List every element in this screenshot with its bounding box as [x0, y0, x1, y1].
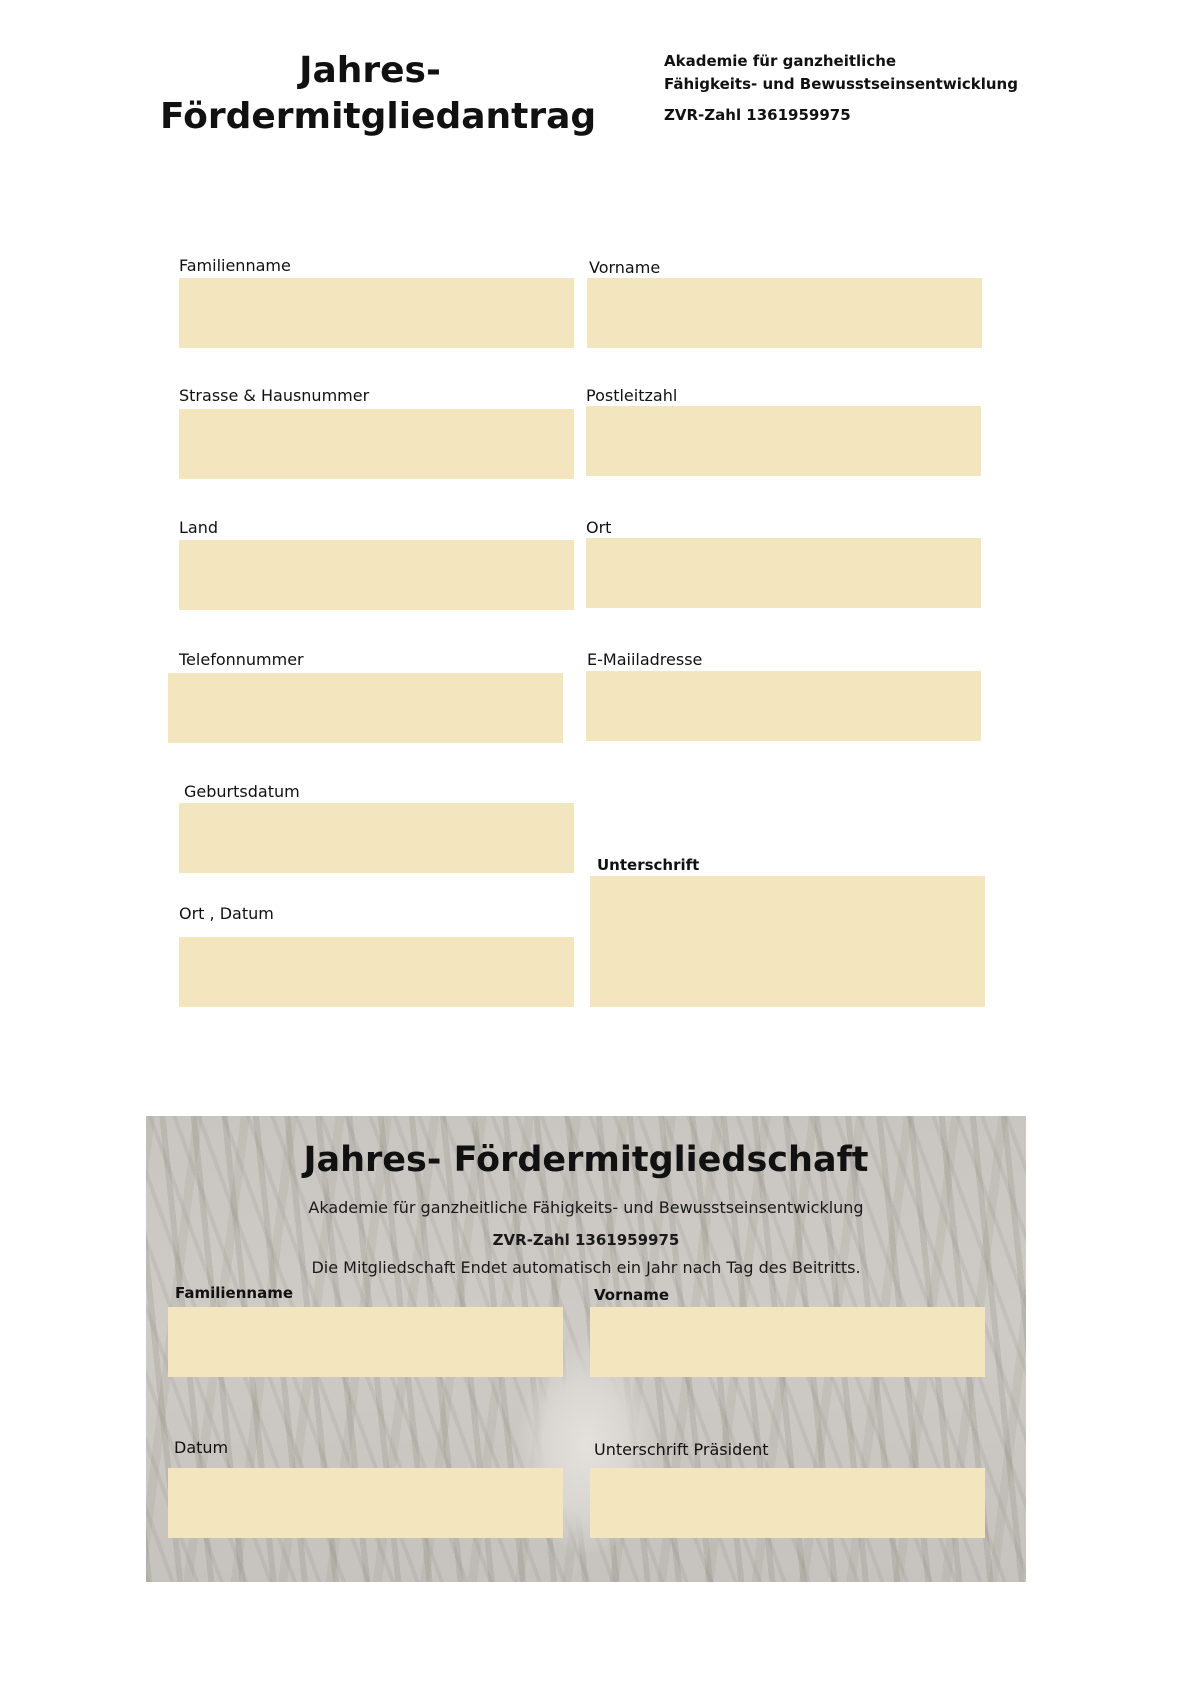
familienname-label: Familienname	[179, 256, 291, 275]
card-membership-note: Die Mitgliedschaft Endet automatisch ein Jahr nach Tag des Beitritts.	[311, 1258, 861, 1277]
ort-datum-label: Ort , Datum	[179, 904, 274, 923]
org-name-line2: Fähigkeits- und Bewusstseinsentwicklung	[664, 74, 1018, 93]
postleitzahl-label: Postleitzahl	[586, 386, 678, 405]
postleitzahl-field[interactable]	[586, 406, 981, 476]
familienname-field[interactable]	[179, 278, 574, 348]
card-org-name: Akademie für ganzheitliche Fähigkeits- und Bewusstseinsentwicklung	[308, 1198, 864, 1217]
email-label: E-Maiiladresse	[587, 650, 703, 669]
ort-field[interactable]	[586, 538, 981, 608]
card-familienname-field[interactable]	[168, 1307, 563, 1377]
ort-datum-field[interactable]	[179, 937, 574, 1007]
card-unterschrift-praesident-label: Unterschrift Präsident	[594, 1440, 769, 1459]
card-title: Jahres- Fördermitgliedschaft	[303, 1140, 869, 1180]
card-datum-field[interactable]	[168, 1468, 563, 1538]
card-vorname-label: Vorname	[594, 1286, 670, 1304]
strasse-label: Strasse & Hausnummer	[179, 386, 370, 405]
telefon-field[interactable]	[168, 673, 563, 743]
ort-label: Ort	[586, 518, 612, 537]
land-label: Land	[179, 518, 219, 537]
membership-card	[146, 1116, 1026, 1582]
unterschrift-label: Unterschrift	[597, 856, 700, 874]
org-name-line1: Akademie für ganzheitliche	[664, 52, 897, 70]
organization-block	[664, 50, 1044, 127]
page-title: Jahres- Fördermitgliedantrag	[160, 50, 597, 138]
card-zvr-number: ZVR-Zahl 1361959975	[492, 1231, 680, 1249]
vorname-label: Vorname	[589, 258, 661, 277]
card-unterschrift-praesident-field[interactable]	[590, 1468, 985, 1538]
email-field[interactable]	[586, 671, 981, 741]
zvr-number: ZVR-Zahl 1361959975	[664, 106, 851, 124]
land-field[interactable]	[179, 540, 574, 610]
telefon-label: Telefonnummer	[179, 650, 304, 669]
card-datum-label: Datum	[174, 1438, 229, 1457]
card-familienname-label: Familienname	[175, 1284, 294, 1302]
vorname-field[interactable]	[587, 278, 982, 348]
unterschrift-field[interactable]	[590, 876, 985, 1007]
geburtsdatum-field[interactable]	[179, 803, 574, 873]
strasse-field[interactable]	[179, 409, 574, 479]
card-vorname-field[interactable]	[590, 1307, 985, 1377]
geburtsdatum-label: Geburtsdatum	[184, 782, 300, 801]
